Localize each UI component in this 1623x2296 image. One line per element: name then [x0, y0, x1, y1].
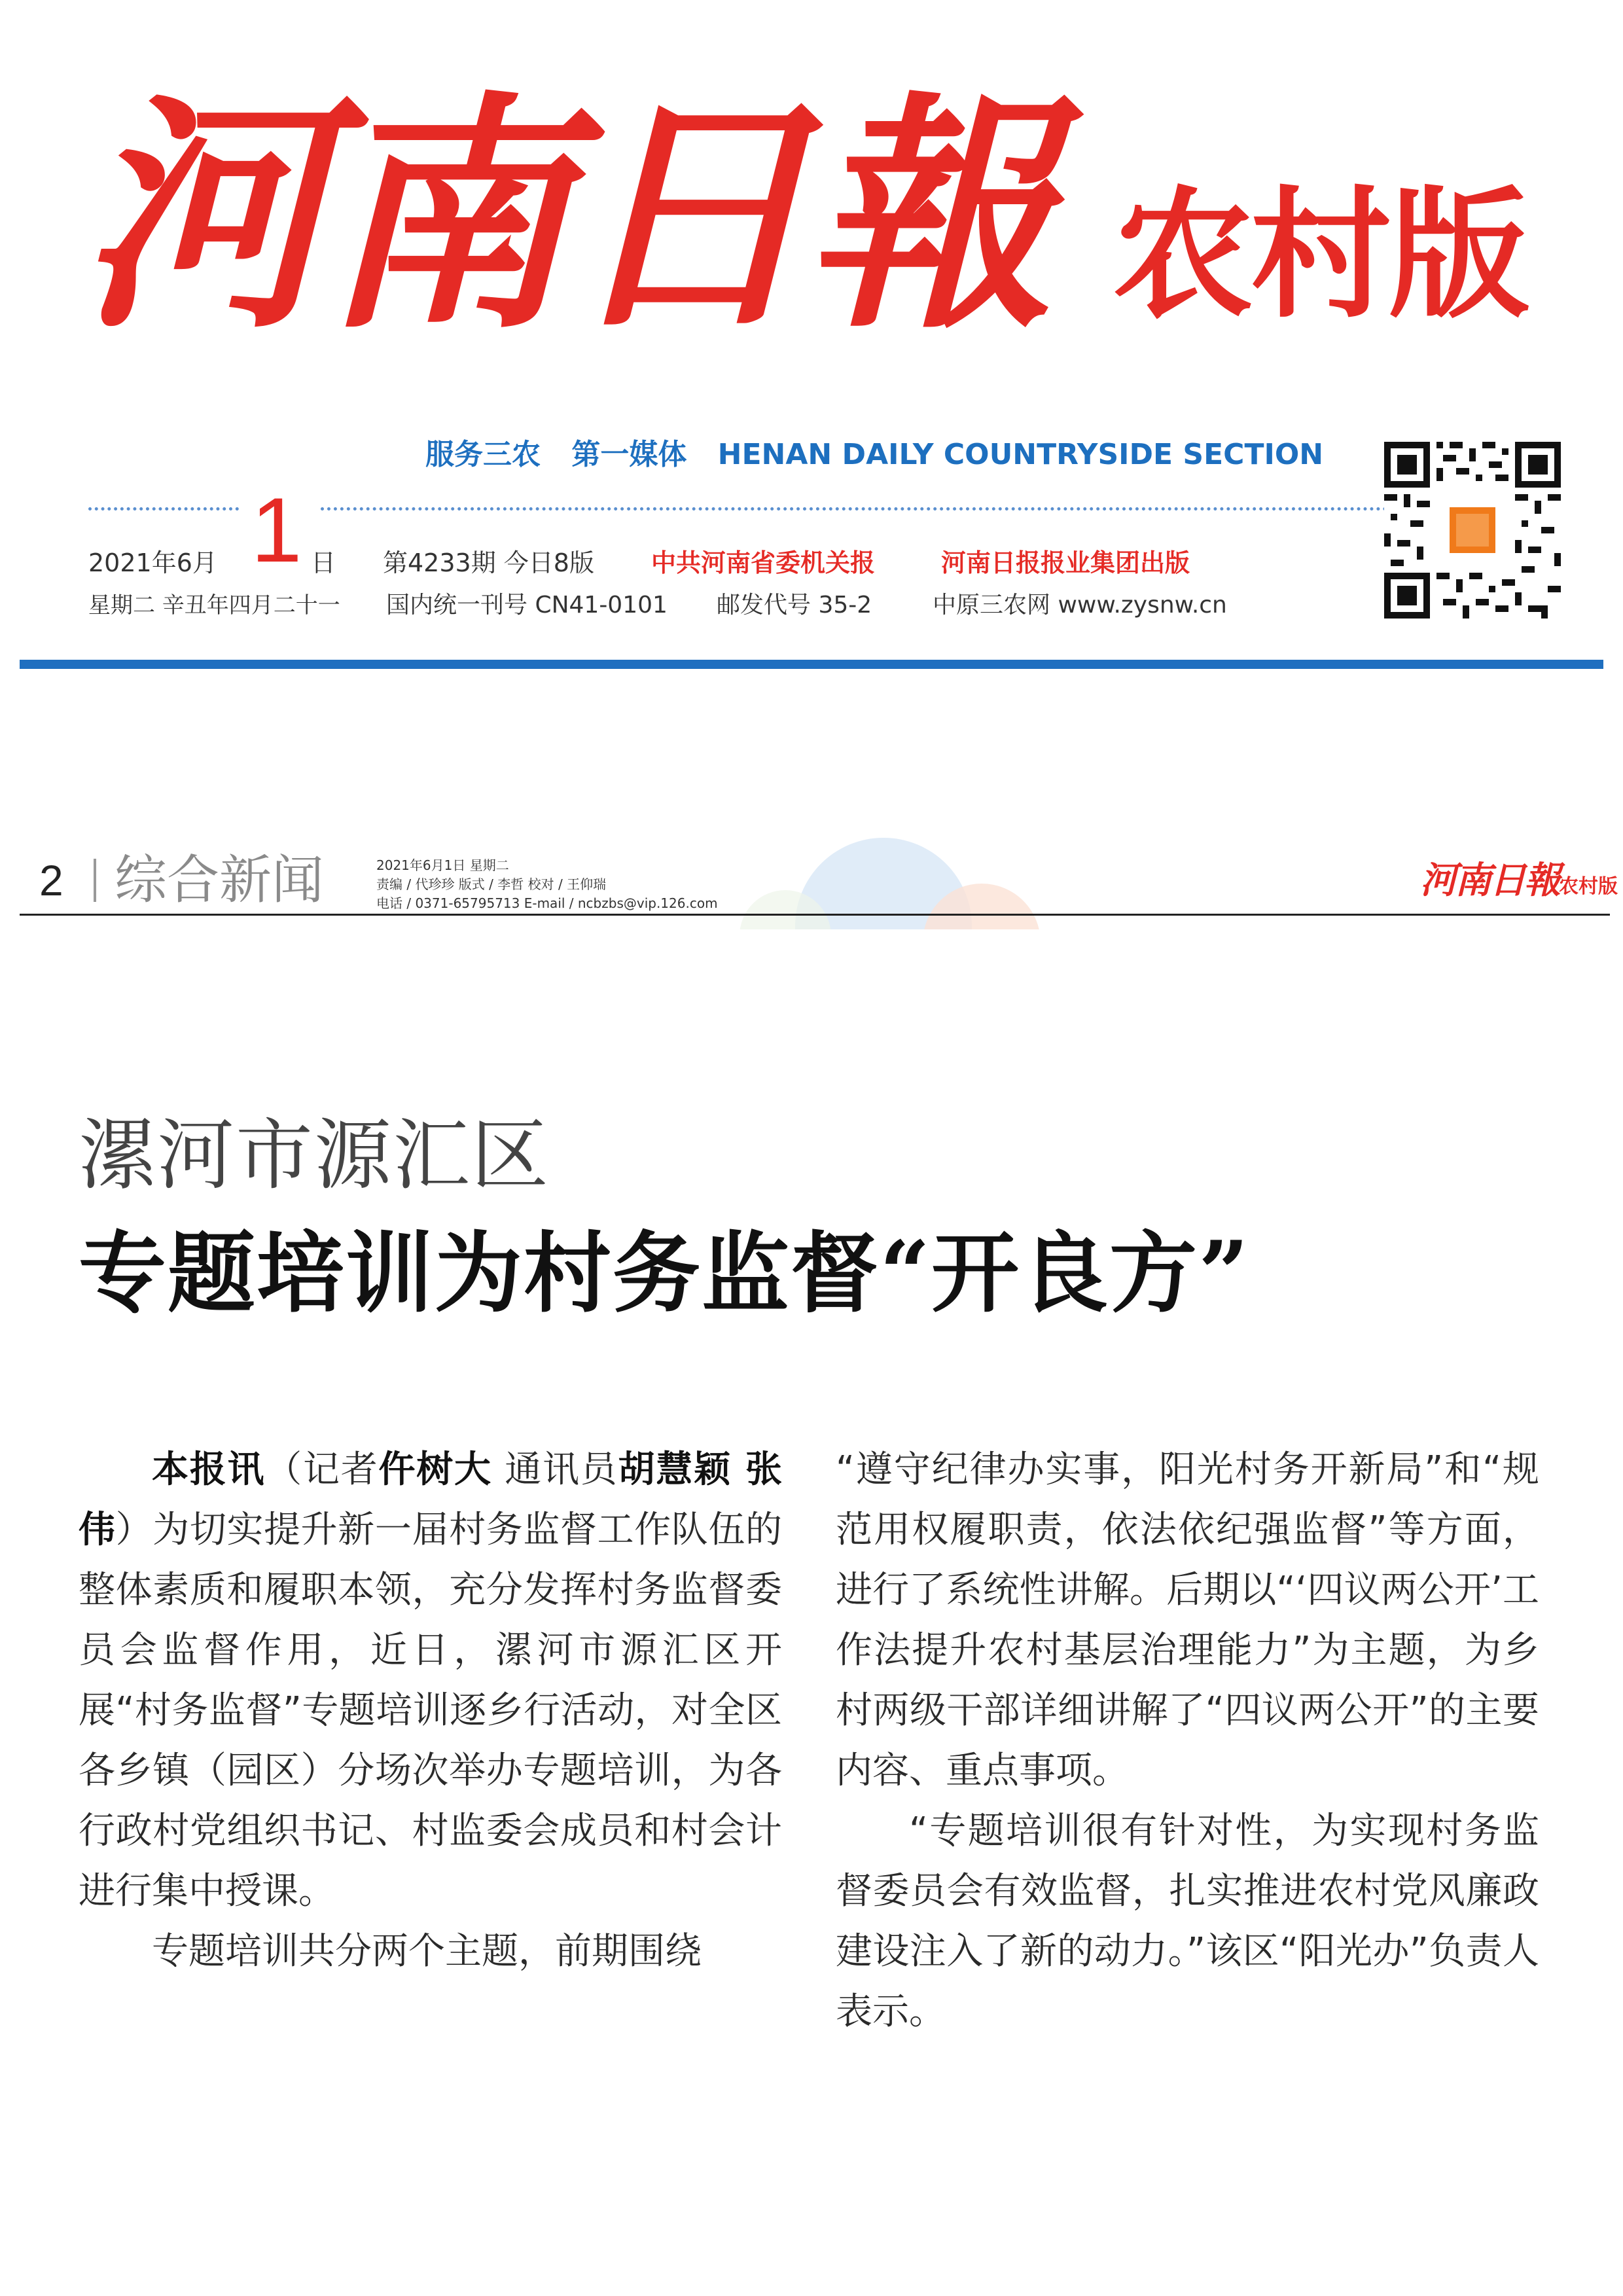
website: 中原三农网 www.zysnw.cn — [933, 592, 1227, 619]
page-meta — [376, 856, 743, 913]
date-year-month: 2021年6月 — [88, 548, 217, 577]
reporter-name: 仵树大 — [378, 1448, 492, 1491]
page-meta-contact: 电话 / 0371-65795713 E-mail / ncbzbs@vip.126.com — [376, 895, 718, 911]
slogan-part-1: 服务三农 — [425, 438, 541, 471]
date-day-unit: 日 — [311, 548, 336, 577]
sponsor: 中共河南省委机关报 — [651, 548, 876, 577]
article-kicker: 漯河市源汇区 — [79, 1110, 550, 1200]
article-column-right — [836, 1440, 1539, 2042]
post-code: 邮发代号 35-2 — [717, 592, 872, 619]
masthead-title: 河南日報 — [79, 69, 1047, 362]
article-column-left — [79, 1440, 782, 1982]
paragraph-1-body: ）为切实提升新一届村务监督工作队伍的整体素质和履职本领，充分发挥村务监督委员会监督作用，近日，漯河市源汇区开展“村务监督”专题培训逐乡行活动，对全区各乡镇（园区）分场次举办专题培训，为各行政村党组织书记、村监委会成员和村会计进行集中授课。 — [79, 1509, 783, 1912]
masthead-divider — [20, 660, 1603, 669]
date-day-number: 1 — [251, 478, 302, 581]
page-number: 2 — [39, 856, 63, 905]
article-headline: 专题培训为村务监督“开良方” — [79, 1221, 1251, 1325]
page-meta-editors: 责编 / 代珍珍 版式 / 李哲 校对 / 王仰瑞 — [376, 876, 607, 892]
article-paragraph-1 — [79, 1440, 782, 1922]
article-paragraph-3: “专题培训很有针对性，为实现村务监督委员会有效监督，扎实推进农村党风廉政建设注入了新的动力。”该区“阳光办”负责人表示。 — [836, 1810, 1539, 2033]
article-paragraph-2-start: 专题培训共分两个主题，前期围绕 — [152, 1930, 702, 1973]
small-logo-edition: 农村版 — [1559, 875, 1618, 898]
issue-info: 第4233期 今日8版 — [383, 548, 594, 577]
page-meta-date: 2021年6月1日 星期二 — [376, 857, 509, 873]
lead-label: 本报讯 — [152, 1448, 266, 1491]
qr-code-icon[interactable] — [1384, 442, 1561, 619]
section-name: 综合新闻 — [115, 850, 324, 910]
dotted-divider-right — [321, 507, 1387, 511]
slogan-part-2: 第一媒体 — [571, 438, 687, 471]
dotted-divider-left — [88, 507, 239, 511]
small-masthead-logo — [1420, 851, 1616, 910]
weekday-lunar-date: 星期二 辛丑年四月二十一 — [88, 592, 340, 619]
article-paragraph-2-continued: “遵守纪律办实事，阳光村务开新局”和“规范用权履职责，依法依纪强监督”等方面，进行了系统性讲解。后期以“‘四议两公开’工作法提升农村基层治理能力”为主题，为乡村两级干部详细讲解了“四议两公开”的主要内容、重点事项。 — [836, 1448, 1539, 1792]
byline-open: （记者 — [265, 1448, 379, 1491]
small-logo-title: 河南日報 — [1420, 859, 1559, 902]
publisher: 河南日报报业集团出版 — [941, 548, 1190, 577]
byline-mid: 通讯员 — [491, 1448, 618, 1491]
page-number-separator — [94, 859, 96, 902]
cn-number: 国内统一刊号 CN41-0101 — [386, 592, 668, 619]
slogan — [425, 432, 1324, 478]
correspondent-names: 胡慧颖 张伟 — [79, 1448, 783, 1551]
masthead-edition: 农村版 — [1113, 173, 1527, 337]
slogan-part-3: HENAN DAILY COUNTRYSIDE SECTION — [717, 438, 1324, 471]
header-divider — [20, 914, 1610, 916]
